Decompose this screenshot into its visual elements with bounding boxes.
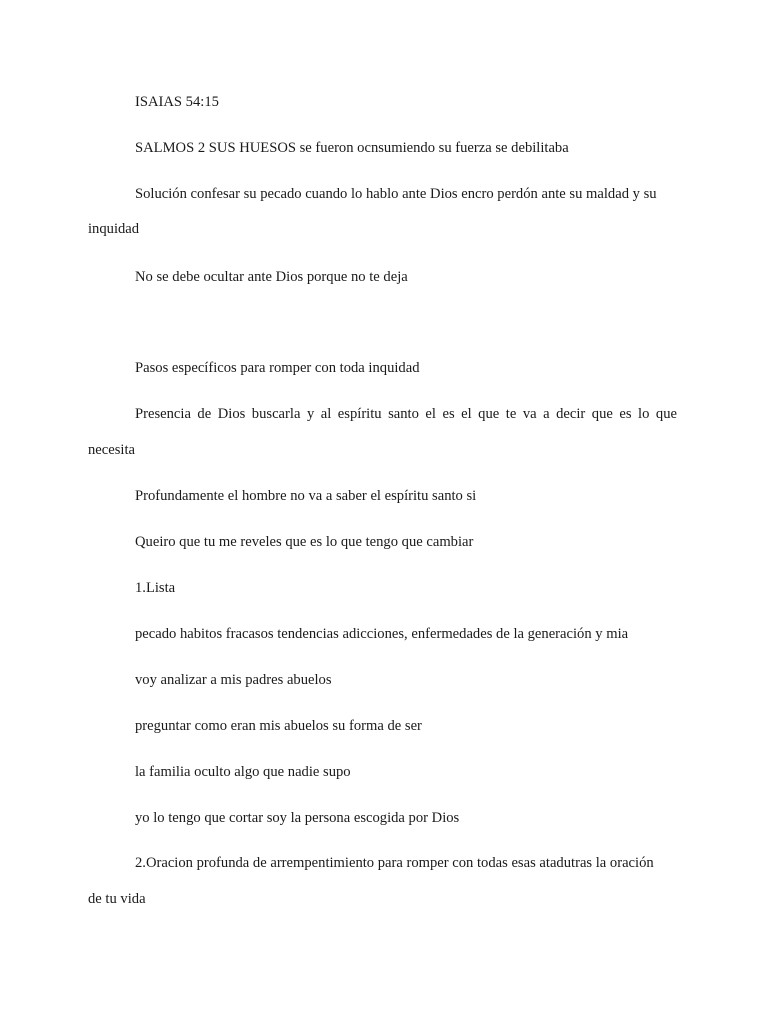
- paragraph-cortar: yo lo tengo que cortar soy la persona escogida por Dios: [135, 810, 460, 826]
- paragraph-pasos: Pasos específicos para romper con toda inquidad: [135, 360, 420, 376]
- list-heading-lista: 1.Lista: [135, 580, 176, 596]
- paragraph-solucion-line-1: Solución confesar su pecado cuando lo hablo ante Dios encro perdón ante su maldad y su: [135, 186, 657, 202]
- paragraph-oracion-line-2: de tu vida: [88, 891, 146, 907]
- paragraph-analizar: voy analizar a mis padres abuelos: [135, 672, 332, 688]
- paragraph-preguntar: preguntar como eran mis abuelos su forma de ser: [135, 718, 422, 734]
- paragraph-salmos: SALMOS 2 SUS HUESOS se fueron ocnsumiendo su fuerza se debilitaba: [135, 140, 569, 156]
- paragraph-no-ocultar: No se debe ocultar ante Dios porque no te deja: [135, 269, 408, 285]
- paragraph-profundamente: Profundamente el hombre no va a saber el espíritu santo si: [135, 488, 477, 504]
- paragraph-oracion-line-1: 2.Oracion profunda de arrempentimiento para romper con todas esas atadutras la oración: [135, 855, 654, 871]
- paragraph-presencia-line-1: Presencia de Dios buscarla y al espíritu santo el es el que te va a decir que es lo que: [135, 406, 677, 422]
- paragraph-pecado-habitos: pecado habitos fracasos tendencias adicciones, enfermedades de la generación y mia: [135, 626, 629, 642]
- paragraph-familia: la familia oculto algo que nadie supo: [135, 764, 351, 780]
- paragraph-solucion-line-2: inquidad: [88, 221, 140, 237]
- paragraph-presencia-line-2: necesita: [88, 442, 135, 458]
- paragraph-isaias: ISAIAS 54:15: [135, 94, 219, 110]
- paragraph-queiro: Queiro que tu me reveles que es lo que tengo que cambiar: [135, 534, 474, 550]
